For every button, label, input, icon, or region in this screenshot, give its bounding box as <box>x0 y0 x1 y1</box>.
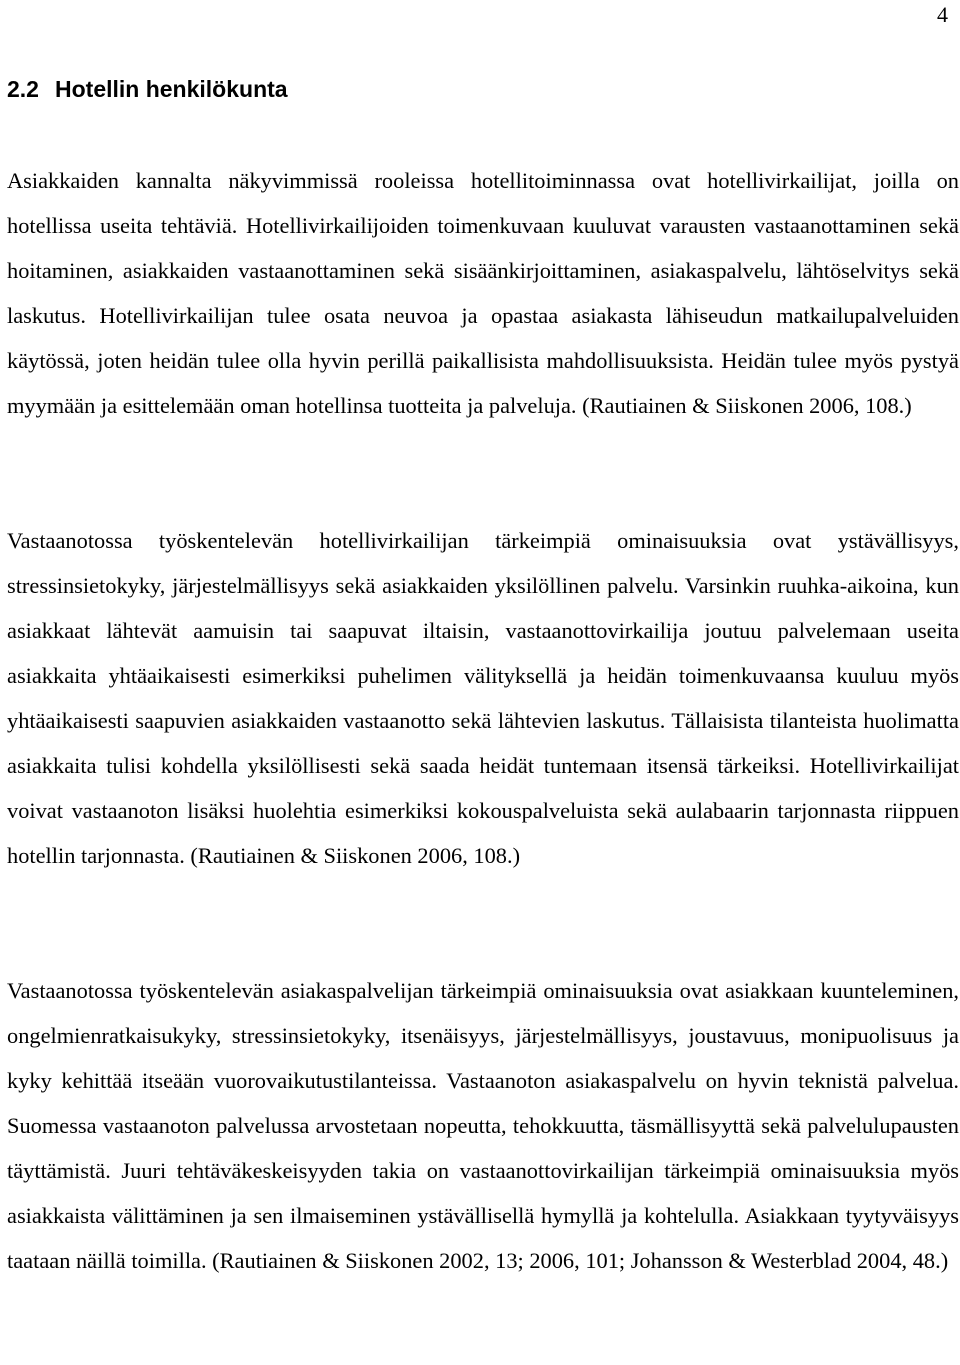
section-heading <box>7 74 288 104</box>
section-number: 2.2 <box>7 76 39 102</box>
page-number: 4 <box>937 2 948 27</box>
body-paragraph: Vastaanotossa työskentelevän asiakaspalvelijan tärkeimpiä ominaisuuksia ovat asiakkaan kuunteleminen, ongelmienratkaisukyky, stressinsietokyky, itsenäisyys, järjestelmällisyys, joustavuus, monipuolisuus ja kyky kehittää itseään vuorovaikutustilanteissa. Vastaanoton asiakaspalvelu on hyvin teknistä palvelua. Suomessa vastaanoton palvelussa arvostetaan nopeutta, tehokkuutta, täsmällisyyttä sekä palvelulupausten täyttämistä. Juuri tehtäväkeskeisyyden takia on vastaanottovirkailijan tärkeimpiä ominaisuuksia myös asiakkaista välittäminen ja sen ilmaiseminen ystävällisellä hymyllä ja kohtelulla. Asiakkaan tyytyväisyys taataan näillä toimilla. (Rautiainen & Siiskonen 2002, 13; 2006, 101; Johansson & Westerblad 2004, 48.) <box>7 978 959 1273</box>
body-paragraph: Asiakkaiden kannalta näkyvimmissä rooleissa hotellitoiminnassa ovat hotellivirkailijat, joilla on hotellissa useita tehtäviä. Hotellivirkailijoiden toimenkuvaan kuuluvat varausten vastaanottaminen sekä hoitaminen, asiakkaiden vastaanottaminen sekä sisäänkirjoittaminen, asiakaspalvelu, lähtöselvitys sekä laskutus. Hotellivirkailijan tulee osata neuvoa ja opastaa asiakasta lähiseudun matkailupalveluiden käytössä, joten heidän tulee olla hyvin perillä paikallisista mahdollisuuksista. Heidän tulee myös pystyä myymään ja esittelemään oman hotellinsa tuotteita ja palveluja. (Rautiainen & Siiskonen 2006, 108.) <box>7 168 959 418</box>
section-title: Hotellin henkilökunta <box>55 76 288 102</box>
body-paragraph: Vastaanotossa työskentelevän hotellivirkailijan tärkeimpiä ominaisuuksia ovat ystävällisyys, stressinsietokyky, järjestelmällisyys sekä asiakkaiden yksilöllinen palvelu. Varsinkin ruuhka-aikoina, kun asiakkaat lähtevät aamuisin tai saapuvat iltaisin, vastaanottovirkailija joutuu palvelemaan useita asiakkaita yhtäaikaisesti esimerkiksi puhelimen välityksellä ja heidän toimenkuvaansa kuuluu myös yhtäaikaisesti saapuvien asiakkaiden vastaanotto sekä lähtevien laskutus. Tällaisista tilanteista huolimatta asiakkaita tulisi kohdella yksilöllisesti sekä saada heidät tuntemaan itsensä tärkeiksi. Hotellivirkailijat voivat vastaanoton lisäksi huolehtia esimerkiksi kokouspalveluista sekä aulabaarin tarjonnasta riippuen hotellin tarjonnasta. (Rautiainen & Siiskonen 2006, 108.) <box>7 528 959 868</box>
